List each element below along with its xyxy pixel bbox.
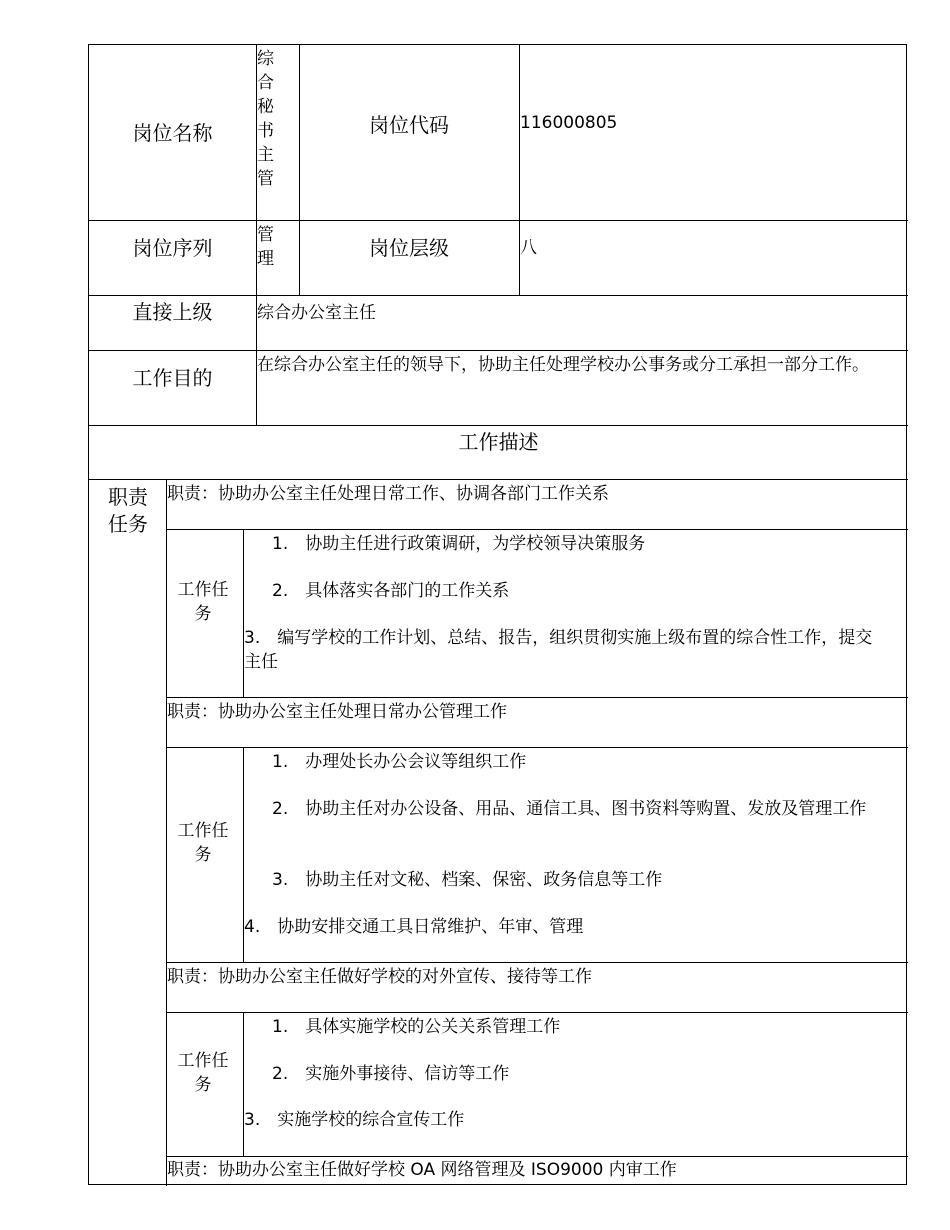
col-divider bbox=[166, 479, 167, 1186]
duty-title: 职责：协助办公室主任处理日常工作、协调各部门工作关系 bbox=[167, 484, 609, 504]
row-divider bbox=[166, 1012, 908, 1013]
row-divider bbox=[166, 962, 908, 963]
row-divider bbox=[166, 747, 908, 748]
task-item: 2. 实施外事接待、信访等工作 bbox=[272, 1064, 510, 1084]
post-code-value: 116000805 bbox=[520, 113, 618, 133]
row-divider bbox=[166, 697, 908, 698]
task-item: 3. 编写学校的工作计划、总结、报告，组织贯彻实施上级布置的综合性工作，提交主任 bbox=[244, 628, 873, 672]
duties-label: 职责任务 bbox=[108, 485, 148, 536]
purpose-label: 工作目的 bbox=[132, 366, 213, 390]
duty-title: 职责：协助办公室主任做好学校的对外宣传、接待等工作 bbox=[167, 967, 592, 987]
task-label: 工作任务 bbox=[177, 580, 229, 624]
task-item: 3. 协助主任对文秘、档案、保密、政务信息等工作 bbox=[272, 870, 663, 890]
level-label: 岗位层级 bbox=[369, 235, 449, 260]
task-item: 2. 协助主任对办公设备、用品、通信工具、图书资料等购置、发放及管理工作 bbox=[272, 799, 867, 819]
level-value: 八 bbox=[520, 238, 537, 258]
task-label: 工作任务 bbox=[177, 1051, 229, 1095]
task-item: 1. 具体实施学校的公关关系管理工作 bbox=[272, 1017, 561, 1037]
series-label: 岗位序列 bbox=[132, 235, 213, 260]
post-code-label: 岗位代码 bbox=[369, 113, 449, 137]
series-value: 管理 bbox=[257, 225, 274, 269]
task-item: 1. 协助主任进行政策调研，为学校领导决策服务 bbox=[272, 534, 646, 554]
col-divider bbox=[243, 1012, 244, 1156]
job-description-form bbox=[88, 44, 907, 1185]
post-name-label: 岗位名称 bbox=[132, 120, 213, 145]
duty-title: 职责：协助办公室主任处理日常办公管理工作 bbox=[167, 702, 507, 722]
purpose-value: 在综合办公室主任的领导下，协助主任处理学校办公事务或分工承担一部分工作。 bbox=[257, 355, 869, 375]
row-divider bbox=[89, 479, 908, 480]
duty-title: 职责：协助办公室主任做好学校 OA 网络管理及 ISO9000 内审工作 bbox=[167, 1160, 677, 1180]
task-item: 1. 办理处长办公会议等组织工作 bbox=[272, 752, 527, 772]
description-title: 工作描述 bbox=[458, 430, 539, 454]
task-label: 工作任务 bbox=[177, 821, 229, 865]
task-item: 2. 具体落实各部门的工作关系 bbox=[272, 581, 510, 601]
task-item: 4. 协助安排交通工具日常维护、年审、管理 bbox=[244, 917, 584, 937]
task-item: 3. 实施学校的综合宣传工作 bbox=[244, 1110, 465, 1130]
post-name-value: 综合秘书主管 bbox=[257, 49, 274, 189]
superior-value: 综合办公室主任 bbox=[257, 303, 376, 323]
row-divider bbox=[166, 529, 908, 530]
row-divider bbox=[166, 1156, 908, 1157]
superior-label: 直接上级 bbox=[132, 300, 213, 324]
